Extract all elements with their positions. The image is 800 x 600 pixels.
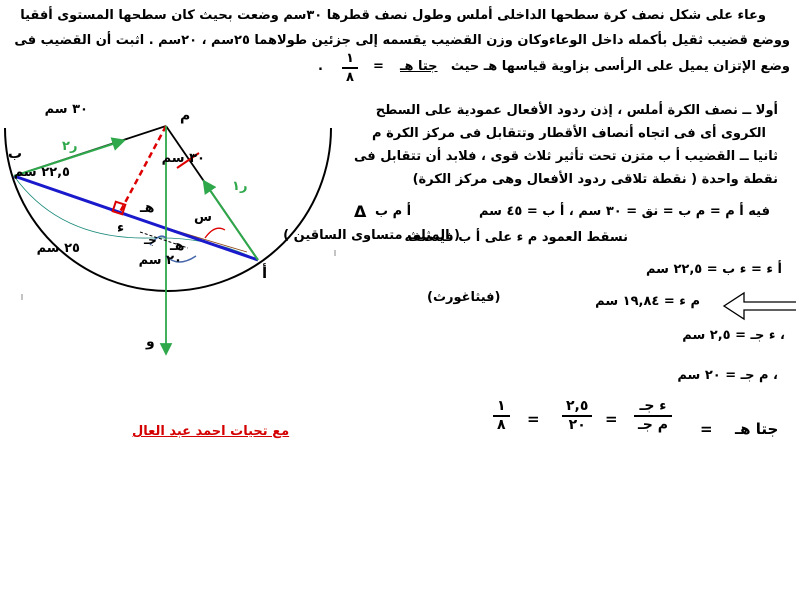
problem-equals: =	[373, 59, 384, 74]
label-225: ٢٢,٥ سم	[13, 165, 70, 180]
reaction-arrow-a	[205, 183, 258, 260]
problem-line-2: ووضع قضيب ثقيل بأكمله داخل الوعاءوكان وزن القضيب يقسمه إلى جزئين طولاهما ٢٥سم ، ٢٠سم . اثبت أن القضيب فى	[14, 33, 790, 48]
problem-dot: .	[318, 59, 323, 74]
final-eq-3: =	[527, 410, 540, 428]
label-d: ء	[117, 220, 125, 236]
problem-line-3: وضع الإتزان يميل على الرأسى بزاوية قياسها هـ حيث	[450, 59, 790, 74]
f1-den: م جـ	[638, 417, 669, 433]
equation-ad: أ ء = ء ب = ٢٢,٥ سم	[645, 262, 782, 277]
label-w: و	[146, 334, 155, 350]
f2-den: ٢٠	[568, 417, 586, 433]
solution-line-4: نقطة واحدة ( نقطة تلاقى ردود الأفعال وهى مركز الكرة)	[412, 172, 778, 187]
label-25: ٢٥ سم	[36, 241, 80, 256]
isosceles-note: ( المثلث متساوى الساقين )	[283, 228, 460, 243]
angle-arc-3	[205, 228, 225, 238]
label-b: ب	[8, 146, 23, 162]
fraction-25-20	[562, 398, 592, 434]
problem-frac-den: ٨	[346, 70, 354, 85]
equation-mj: ، م جـ = ٢٠ سم	[677, 368, 778, 383]
f2-num: ٢,٥	[566, 398, 589, 414]
label-r1: ر١	[232, 179, 248, 194]
final-eq-1: =	[700, 420, 713, 438]
label-s: س	[194, 210, 212, 225]
final-eq-2: =	[605, 410, 618, 428]
label-j: جـ	[144, 233, 157, 247]
f3-num: ١	[497, 398, 506, 414]
label-h1: هـ	[140, 200, 155, 216]
label-30-top: ٣٠ سم	[44, 102, 88, 117]
drop-perpendicular: نسقط العمود م ء على أ ب فينصفه	[404, 230, 628, 245]
fraction-dj-mj	[634, 398, 672, 434]
pythagoras-note: (فيثاغورث)	[427, 290, 501, 305]
fraction-1-8	[493, 398, 510, 434]
label-h2: هـ	[170, 238, 185, 254]
label-m: م	[180, 108, 191, 124]
triangle-name: أ م ب	[375, 204, 412, 219]
label-a: أ	[262, 264, 268, 282]
final-cos-label: جتا هـ	[735, 420, 779, 438]
equation-md: م ء = ١٩,٨٤ سم	[595, 294, 700, 309]
author-greeting: مع تحيات احمد عبد العال	[132, 424, 290, 439]
triangle-description: فيه أ م = م ب = نق = ٣٠ سم ، أ ب = ٤٥ سم	[478, 204, 770, 219]
label-30-right: ٣٠ سم	[161, 151, 205, 166]
problem-frac-num: ١	[346, 51, 354, 66]
problem-line-1: وعاء على شكل نصف كرة سطحها الداخلى أملس وطول نصف قطرها ٣٠سم وضعت بحيث كان سطحها المستوى أفقيا	[20, 8, 766, 23]
label-20: ٢٠ سم	[138, 253, 182, 268]
solution-line-2: الكروى أى فى اتجاه أنصاف الأقطار وتتقابل فى مركز الكرة م	[372, 126, 766, 141]
solution-line-3: ثانيا ــ القضيب أ ب متزن تحت تأثير ثلاث قوى ، فلابد أن تتقابل فى	[354, 149, 778, 164]
triangle-symbol: Δ	[354, 202, 367, 221]
f1-num: ء جـ	[639, 398, 667, 414]
f3-den: ٨	[497, 417, 506, 433]
solution-line-1: أولا ــ نصف الكرة أملس ، إذن ردود الأفعال عمودية على السطح	[375, 103, 778, 118]
equation-dj: ، ء جـ = ٢,٥ سم	[682, 328, 785, 343]
label-r2: ر٢	[62, 139, 78, 154]
problem-cos-label: جتا هـ	[400, 59, 438, 74]
right-angle-mark	[113, 202, 126, 215]
